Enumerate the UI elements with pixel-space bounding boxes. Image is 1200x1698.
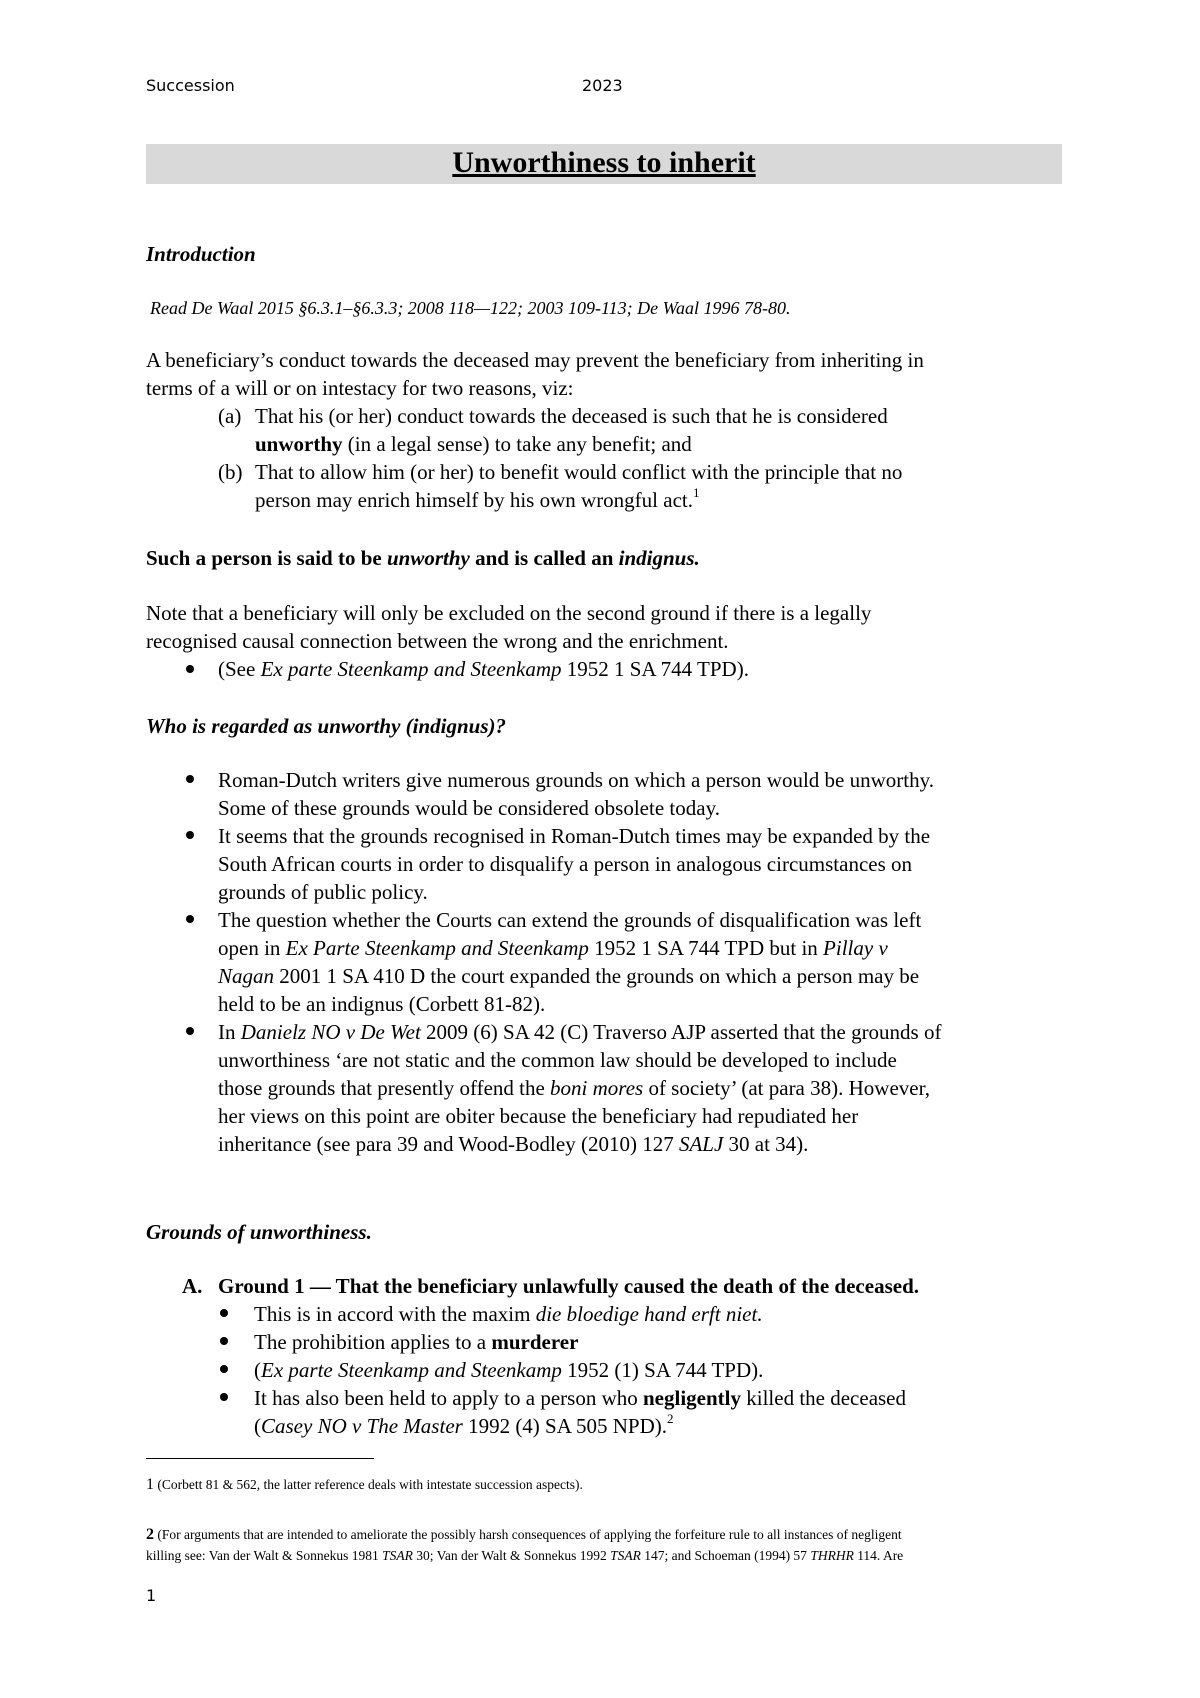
footnote-1-text: (Corbett 81 & 562, the latter reference deals with intestate succession aspects). <box>154 1477 583 1492</box>
ground-a-item3-b: 1952 (1) SA 744 TPD). <box>561 1358 764 1382</box>
item-b-line2 <box>255 486 700 514</box>
bullet-icon <box>220 1393 228 1401</box>
who-b2-l3: grounds of public policy. <box>218 880 428 904</box>
note-bullet-pre: (See <box>218 657 261 681</box>
footnote-2-number: 2 <box>146 1526 154 1543</box>
who-b4-l5-it: SALJ <box>678 1132 724 1156</box>
who-heading: Who is regarded as unworthy (indignus)? <box>146 714 507 738</box>
who-b2-l2: South African courts in order to disqualify a person in analogous circumstances on <box>218 852 913 876</box>
bullet-icon <box>220 1309 228 1317</box>
fn2-thrhr: THRHR <box>810 1548 854 1563</box>
ground-a-item1 <box>254 1300 763 1328</box>
who-b3-l3-rest: 2001 1 SA 410 D the court expanded the grounds on which a person may be <box>274 964 920 988</box>
ground-a-item1-a: This is in accord with the maxim <box>254 1302 536 1326</box>
who-b2-l1: It seems that the grounds recognised in Roman-Dutch times may be expanded by the <box>218 824 931 848</box>
item-a-bold: unworthy <box>255 432 343 456</box>
intro-para-line1: A beneficiary’s conduct towards the deceased may prevent the beneficiary from inheriting in <box>146 348 924 372</box>
page-title: Unworthiness to inherit <box>452 146 756 179</box>
page-number: 1 <box>146 1586 157 1605</box>
who-b1-l1: Roman-Dutch writers give numerous grounds on which a person would be unworthy. <box>218 768 935 792</box>
ground-a-item4-a: It has also been held to apply to a person who <box>254 1386 643 1410</box>
bullet-icon <box>220 1337 228 1345</box>
who-b4-l1 <box>218 1018 941 1046</box>
bullet-icon <box>186 915 194 923</box>
footnote-ref-1[interactable]: 1 <box>693 485 700 500</box>
ground-a-marker: A. <box>182 1274 203 1298</box>
ground-a-item4-l2-b: 1992 (4) SA 505 NPD). <box>462 1414 667 1438</box>
who-b3-l3 <box>218 962 919 990</box>
note-bullet-post: 1952 1 SA 744 TPD). <box>561 657 749 681</box>
item-b-text: person may enrich himself by his own wrongful act. <box>255 488 693 512</box>
who-b4-l3-a: those grounds that presently offend the <box>218 1076 551 1100</box>
grounds-heading: Grounds of unworthiness. <box>146 1220 372 1244</box>
ground-a-item2 <box>254 1328 578 1356</box>
fn2-b: 30; Van der Walt & Sonnekus 1992 <box>412 1548 611 1563</box>
bullet-icon <box>186 831 194 839</box>
footnote-separator <box>146 1458 374 1459</box>
footnote-1 <box>146 1474 583 1495</box>
who-b4-l1-case: Danielz NO v De Wet <box>240 1020 421 1044</box>
who-b4-l5 <box>218 1130 808 1158</box>
who-b4-l1-a: In <box>218 1020 241 1044</box>
ground-a-item3-a: ( <box>254 1358 261 1382</box>
fn2-tsar1: TSAR <box>382 1548 413 1563</box>
who-b4-l3 <box>218 1074 930 1102</box>
intro-para-line2: terms of a will or on intestacy for two reasons, viz: <box>146 376 574 400</box>
statement-unworthy: unworthy <box>386 546 470 570</box>
note-bullet-case: Ex parte Steenkamp and Steenkamp <box>260 657 562 681</box>
note-bullet <box>218 655 749 683</box>
who-b4-l4: her views on this point are obiter because the beneficiary had repudiated her <box>218 1104 859 1128</box>
who-b3-l1: The question whether the Courts can extend the grounds of disqualification was left <box>218 908 922 932</box>
who-b3-l2-case: Ex Parte Steenkamp and Steenkamp <box>285 936 589 960</box>
who-b4-l3-b: of society’ (at para 38). However, <box>643 1076 930 1100</box>
note-line2: recognised causal connection between the wrong and the enrichment. <box>146 629 729 653</box>
statement-part1: Such a person is said to be <box>146 546 387 570</box>
intro-heading: Introduction <box>146 242 256 266</box>
bullet-icon <box>220 1365 228 1373</box>
footnote-1-number: 1 <box>146 1476 154 1493</box>
fn2-tsar2: TSAR <box>610 1548 641 1563</box>
header-year: 2023 <box>582 76 623 95</box>
who-b4-l5-b: 30 at 34). <box>723 1132 809 1156</box>
note-line1: Note that a beneficiary will only be excluded on the second ground if there is a legally <box>146 601 872 625</box>
ground-a-item2-bold: murderer <box>491 1330 579 1354</box>
who-b1-l2: Some of these grounds would be considered obsolete today. <box>218 796 720 820</box>
who-b3-l2-b: 1952 1 SA 744 TPD but in <box>588 936 824 960</box>
ground-a-item4-line2 <box>254 1412 674 1440</box>
statement-indignus: indignus. <box>618 546 700 570</box>
item-a-rest: (in a legal sense) to take any benefit; and <box>342 432 692 456</box>
who-b3-l2-a: open in <box>218 936 286 960</box>
bullet-icon <box>186 775 194 783</box>
ground-a-text: Ground 1 — That the beneficiary unlawfully caused the death of the deceased. <box>218 1274 919 1298</box>
item-a-marker: (a) <box>218 404 242 428</box>
who-b3-l2 <box>218 934 888 962</box>
ground-a-item4-bold: negligently <box>643 1386 741 1410</box>
who-b4-l3-it: boni mores <box>550 1076 644 1100</box>
bullet-icon <box>186 665 194 673</box>
ground-a-item2-a: The prohibition applies to a <box>254 1330 492 1354</box>
item-b-line1: That to allow him (or her) to benefit would conflict with the principle that no <box>255 460 903 484</box>
footnote-2-line2 <box>146 1545 903 1566</box>
who-b4-l5-a: inheritance (see para 39 and Wood-Bodley (2010) 127 <box>218 1132 679 1156</box>
footnote-ref-2[interactable]: 2 <box>667 1411 674 1426</box>
ground-a-item4 <box>254 1384 906 1412</box>
footnote-2-line1 <box>146 1524 902 1545</box>
fn2-d: 114. Are <box>853 1548 904 1563</box>
who-b3-l4: held to be an indignus (Corbett 81-82). <box>218 992 546 1016</box>
header-course: Succession <box>146 76 235 95</box>
fn2-a: killing see: Van der Walt & Sonnekus 1981 <box>146 1548 383 1563</box>
intro-reading: Read De Waal 2015 §6.3.1–§6.3.3; 2008 118—122; 2003 109-113; De Waal 1996 78-80. <box>150 298 791 318</box>
footnote-2-text: (For arguments that are intended to ameliorate the possibly harsh consequences of applying the forfeiture rule to all instances of negligent <box>154 1527 902 1542</box>
ground-a-item1-maxim: die bloedige hand erft niet. <box>535 1302 763 1326</box>
who-b3-l3-case: Nagan <box>218 964 275 988</box>
ground-a-item3-case: Ex parte Steenkamp and Steenkamp <box>261 1358 562 1382</box>
ground-a-item4-l2-case: Casey NO v The Master <box>261 1414 463 1438</box>
item-a-line2 <box>255 430 692 458</box>
ground-a-item4-l2-a: ( <box>254 1414 261 1438</box>
item-a-line1: That his (or her) conduct towards the deceased is such that he is considered <box>255 404 888 428</box>
statement-part3: and is called an <box>469 546 619 570</box>
ground-a-item4-c: killed the deceased <box>741 1386 907 1410</box>
item-b-marker: (b) <box>218 460 243 484</box>
bullet-icon <box>186 1027 194 1035</box>
ground-a-item3 <box>254 1356 763 1384</box>
who-b4-l1-b: 2009 (6) SA 42 (C) Traverso AJP asserted that the grounds of <box>420 1020 942 1044</box>
who-b3-l2-case2: Pillay v <box>823 936 888 960</box>
fn2-c: 147; and Schoeman (1994) 57 <box>640 1548 811 1563</box>
unworthy-statement <box>146 544 700 572</box>
who-b4-l2: unworthiness ‘are not static and the common law should be developed to include <box>218 1048 897 1072</box>
